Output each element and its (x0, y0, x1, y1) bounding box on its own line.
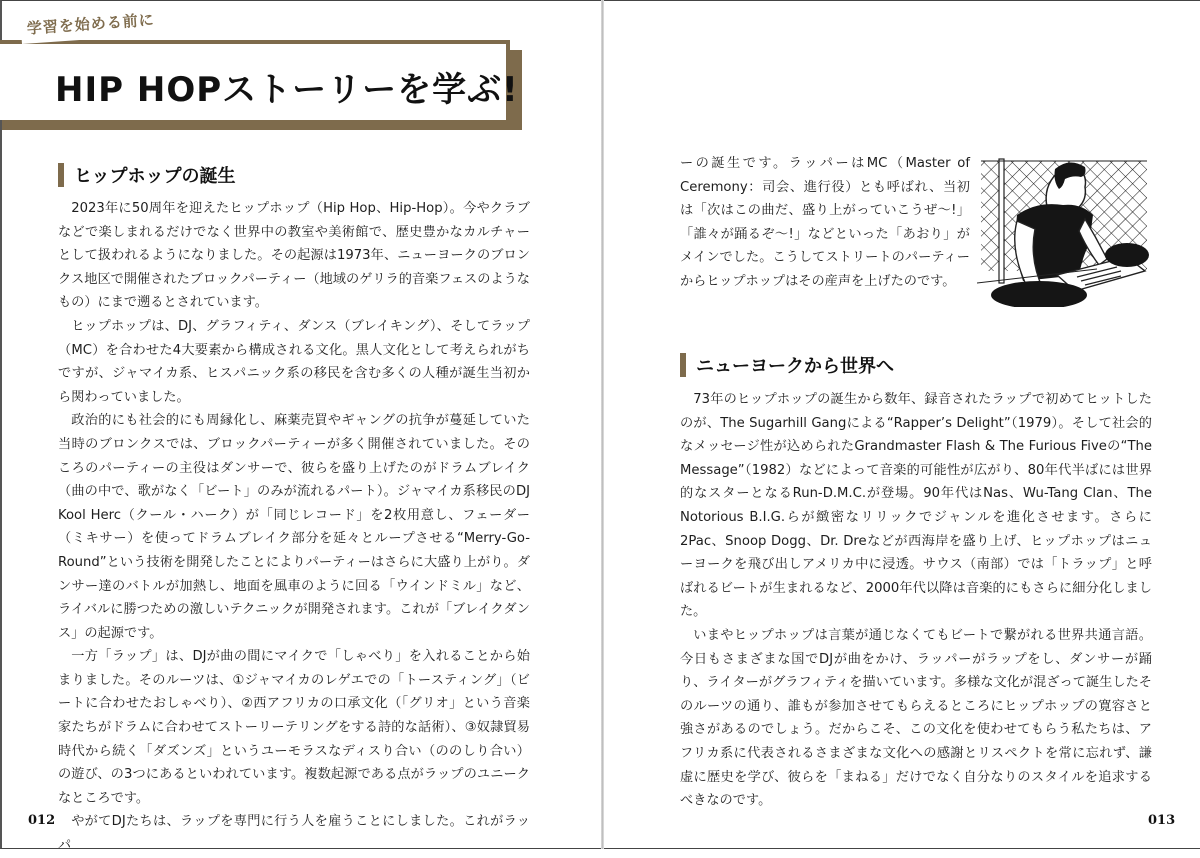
paragraph: 一方「ラップ」は、DJが曲の間にマイクで「しゃべり」を入れることから始まりました。そのルーツは、①ジャマイカのレゲエでの「トースティング」（ビートに合わせたおしゃべり）、②西アフリカの口承文化（「グリオ」という音楽家たちがドラムに合わせてストーリーテリングをする詩的な話術）、③奴隷貿易時代から続く「ダズンズ」というユーモラスなディスり合い（ののしり合い）の遊び、の3つにあるといわれています。複数起源である点がラップのユニークなところです。 (58, 649, 530, 806)
body-text-right (680, 388, 1152, 813)
dj-turntable-illustration (977, 155, 1149, 307)
paragraph: 73年のヒップホップの誕生から数年、録音されたラップで初めてヒットしたのが、The Sugarhill Gangによる“Rapper’s Delight”（1979）。そして社会的なメッセージ性が込められたGrandmaster Flash & The Furious Fiveの“The Message”（1982）などによって音楽的可能性が広がり、80年代半ばには世界的なスターとなるRun-D.M.C.が登場。90年代はNas、Wu-Tang Clan、The Notorious B.I.G.らが緻密なリリックでジャンルを進化させます。さらに2Pac、Snoop Dogg、Dr. Dreなどが西海岸を盛り上げ、ヒップホップはニューヨークを飛び出しアメリカ中に浸透。サウス（南部）では「トラップ」と呼ばれるビートが生まれるなど、2000年代以降は音楽的にもさらに細分化しました。 (680, 392, 1152, 620)
left-page (0, 0, 600, 854)
kicker-label: 学習を始める前に (20, 8, 161, 44)
paragraph: いまやヒップホップは言葉が通じなくてもビートで繋がれる世界共通言語。今日もさまざまな国でDJが曲をかけ、ラッパーがラップをし、ダンサーが踊り、ライターがグラフィティを描いています。多様な文化が混ざって誕生したそのルーツの通り、誰もが参加させてもらえるところにヒップホップの寛容さと強さがあるのでしょう。だからこそ、この文化を使わせてもらう私たちは、アフリカ系に代表されるさまざまな文化への感謝とリスペクトを常に忘れず、謙虚に歴史を学び、彼らを「まねる」だけでなく自分なりのスタイルを追求するべきなのです。 (680, 627, 1152, 809)
dj-illustration-icon (977, 155, 1149, 307)
paragraph: ーの誕生です。ラッパーはMC（Master of Ceremony：司会、進行役）とも呼ばれ、当初は「次はこの曲だ、盛り上がっていこうぜ〜!」「誰々が踊るぞ〜!」などといった「あおり」がメインでした。こうしてストリートのパーティーからヒップホップはその産声を上げたのです。 (680, 156, 970, 289)
body-text-left (58, 197, 530, 858)
book-gutter (601, 0, 604, 849)
heading-accent-bar (680, 353, 686, 377)
page-title: HIP HOPストーリーを学ぶ! (55, 70, 519, 110)
page-number-right: 013 (1148, 813, 1176, 828)
paragraph: やがてDJたちは、ラップを専門に行う人を雇うことにしました。これがラッパ (58, 814, 530, 854)
paragraph: ヒップホップは、DJ、グラフィティ、ダンス（ブレイキング）、そしてラップ（MC）を合わせた4大要素から構成される文化。黒人文化として考えられがちですが、ジャマイカ系、ヒスパニック系の移民を含む多くの人種が誕生当初から関わっていました。 (58, 318, 530, 405)
heading-accent-bar (58, 163, 64, 187)
section-heading-text: ニューヨークから世界へ (696, 356, 894, 377)
body-text-right-continued (680, 152, 970, 294)
section-heading-text: ヒップホップの誕生 (74, 166, 236, 187)
section-heading-new-york (680, 352, 894, 378)
section-heading-birth (58, 162, 235, 188)
paragraph: 政治的にも社会的にも周縁化し、麻薬売買やギャングの抗争が蔓延していた当時のブロンクスでは、ブロックパーティーが多く開催されていました。そのころのパーティーの主役はダンサーで、彼らを盛り上げたのがドラムブレイク（曲の中で、歌がなく「ビート」のみが流れるパート）。ジャマイカ系移民のDJ Kool Herc（クール・ハーク）が「同じレコード」を2枚用意し、フェーダー（ミキサー）を使ってドラムブレイク部分を延々とループさせる“Merry-Go-Round”という技術を開発したことによりパーティーはさらに大盛り上がり。ダンサー達のバトルが加熱し、地面を風車のように回る「ウインドミル」など、ライバルに勝つための激しいテクニックが開発されます。これが「ブレイクダンス」の起源です。 (58, 413, 530, 641)
page-number-left: 012 (28, 813, 56, 828)
paragraph: 2023年に50周年を迎えたヒップホップ（Hip Hop、Hip-Hop）。今やクラブなどで楽しまれるだけでなく世界中の教室や美術館で、歴史豊かなカルチャーとして扱われるようになりました。その起源は1973年、ニューヨークのブロンクス地区で開催されたブロックパーティー（地域のゲリラ的音楽フェスのようなもの）にまで遡るとされています。 (58, 201, 530, 311)
